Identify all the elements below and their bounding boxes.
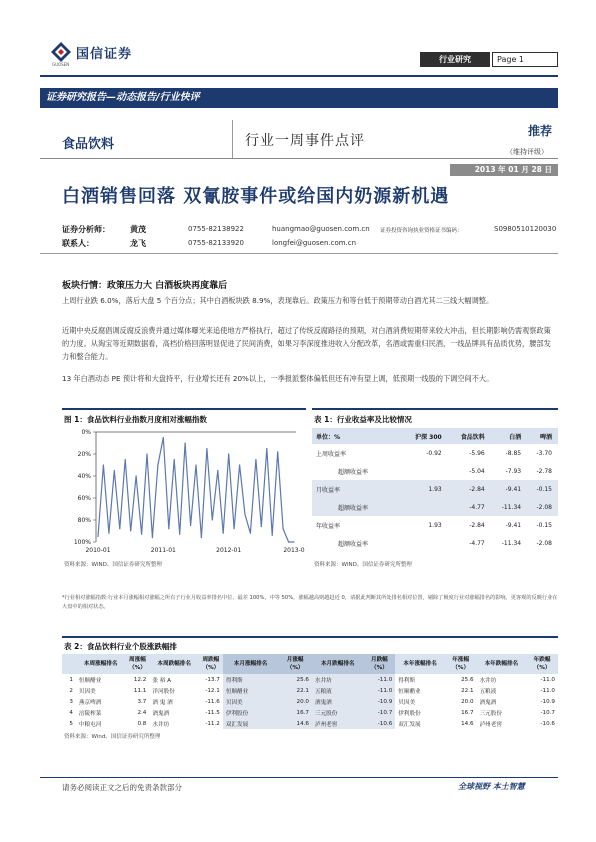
- rating-note: （维持评级）: [506, 148, 548, 156]
- table-row: [312, 444, 558, 462]
- table-cell: -10.9: [364, 696, 396, 707]
- table-cell: -10.7: [540, 709, 555, 716]
- data-point: [255, 459, 256, 460]
- table-cell: 14.6: [461, 720, 474, 727]
- data-point: [250, 533, 251, 534]
- license-label: 证券投资咨询执业资格证书编码：: [380, 228, 463, 234]
- logo-text: 国信证券: [76, 46, 133, 62]
- data-point: [130, 530, 131, 531]
- column-header: 本月跌幅排名: [312, 654, 364, 674]
- table-cell: 12.2: [133, 676, 147, 683]
- license-number: S0980510120030: [494, 225, 557, 233]
- x-tick-label: 2013-0: [283, 547, 305, 554]
- table-cell: -12.1: [205, 687, 220, 694]
- column-header: 单位：%: [312, 428, 401, 444]
- rating-label: 推荐: [528, 124, 553, 138]
- column-header: 本年跌幅排名: [477, 654, 527, 674]
- table-cell: 20.0: [278, 696, 312, 707]
- x-tick-label: 2012-01: [216, 547, 242, 554]
- table-cell: 伊利股份: [398, 710, 421, 717]
- data-point: [223, 533, 224, 534]
- table-cell: 3: [69, 698, 73, 705]
- table-cell: -11.34: [491, 498, 527, 516]
- table-cell: 25.6: [278, 674, 312, 685]
- row-label: 上周收益率: [316, 450, 347, 458]
- table-cell: 泸州老窖: [479, 721, 502, 728]
- table-cell: 22.1: [278, 685, 312, 696]
- column-header: 年跌幅（%）: [526, 654, 558, 674]
- header-divider: [40, 75, 558, 77]
- report-title: 白酒销售回落 双氰胺事件或给国内奶源新机遇: [62, 186, 450, 207]
- table-cell: 酒鬼酒: [312, 696, 364, 707]
- figure-1: [62, 408, 306, 566]
- figure-1-caption: 图 1：食品饮料行业指数月度相对涨幅指数: [64, 415, 207, 424]
- data-point: [261, 526, 262, 527]
- y-tick-label: 80%: [77, 517, 91, 524]
- data-point: [239, 464, 240, 465]
- y-tick-label: 20%: [77, 451, 91, 458]
- section-heading: 板块行情：政策压力大 白酒板块再度靠后: [62, 281, 228, 291]
- table-row: [62, 707, 558, 718]
- table-cell: -4.77: [448, 498, 491, 516]
- page-number: Page 1: [492, 52, 558, 67]
- table-header-row: [62, 654, 558, 674]
- table-cell: 贝因美: [398, 699, 416, 706]
- table-cell: -9.41: [505, 521, 522, 529]
- table-cell: 三元股份: [479, 710, 502, 717]
- column-header: 啤酒: [527, 428, 558, 444]
- data-point: [201, 537, 202, 538]
- data-point: [266, 448, 267, 449]
- series-line: [98, 438, 294, 543]
- table-cell: 恒顺醋业: [223, 685, 278, 696]
- y-tick-label: 40%: [77, 473, 91, 480]
- table-cell: 中粮屯河: [78, 721, 102, 728]
- table-cell: -11.2: [205, 720, 220, 727]
- data-point: [174, 459, 175, 460]
- table-row: [62, 685, 558, 696]
- data-point: [293, 541, 294, 542]
- column-header: 本周跌幅排名: [149, 654, 199, 674]
- table-cell: 双汇发展: [398, 721, 421, 728]
- report-type-tab: 行业研究: [420, 52, 490, 67]
- data-point: [288, 541, 289, 542]
- column-header: 月跌幅（%）: [364, 654, 396, 674]
- logo-mark-icon: [50, 41, 72, 63]
- column-header: 月涨幅（%）: [278, 654, 312, 674]
- data-point: [119, 528, 120, 529]
- table-row: [62, 718, 558, 729]
- table-cell: -10.6: [364, 718, 396, 729]
- industry-label: 食品饮料: [62, 137, 115, 152]
- table-row: [312, 480, 558, 498]
- table-cell: 25.6: [461, 676, 474, 683]
- column-header: 本月涨幅排名: [223, 654, 278, 674]
- table-cell: -11.6: [205, 698, 220, 705]
- data-point: [141, 534, 142, 535]
- table-2: [62, 636, 558, 740]
- table-cell: -11.5: [205, 709, 220, 716]
- analyst-role: 证券分析师：: [62, 225, 110, 234]
- table-cell: -11.0: [364, 674, 396, 685]
- table-cell: 1.93: [401, 480, 448, 498]
- table-header-row: [312, 428, 558, 444]
- table-cell: 双汇发展: [223, 718, 278, 729]
- row-label: 超额收益率: [338, 468, 369, 476]
- table-cell: 酒 鬼 酒: [152, 699, 173, 706]
- table-row: [312, 498, 558, 516]
- data-point: [185, 442, 186, 443]
- data-point: [244, 514, 245, 515]
- data-point: [179, 534, 180, 535]
- data-point: [152, 537, 153, 538]
- table-cell: [401, 498, 448, 516]
- contact-email[interactable]: longfei@guosen.com.cn: [272, 239, 357, 247]
- table-cell: 11.1: [133, 687, 147, 694]
- data-point: [168, 528, 169, 529]
- disclaimer-note: 请务必阅读正文之后的免责条款部分: [62, 783, 182, 792]
- table-cell: 五粮液: [479, 688, 497, 695]
- table-cell: -10.7: [364, 707, 396, 718]
- table-cell: 0.8: [137, 720, 147, 727]
- data-point: [163, 437, 164, 438]
- data-point: [103, 464, 104, 465]
- table-1-caption: 表 1：行业收益率及比较情况: [314, 415, 412, 424]
- data-point: [277, 451, 278, 452]
- stock-ranking-table: [62, 654, 558, 729]
- data-point: [97, 536, 98, 537]
- table-cell: -8.85: [505, 449, 522, 457]
- vertical-divider: [232, 120, 233, 158]
- column-header: 本周涨幅排名: [76, 654, 126, 674]
- table-1-source: 资料来源：WIND、国信证券研究所整理: [314, 562, 412, 568]
- table-cell: 恒顺醋业: [78, 677, 102, 684]
- table-cell: 得利斯: [398, 677, 416, 684]
- table-cell: -11.34: [501, 539, 522, 547]
- table-row: [312, 534, 558, 552]
- table-cell: 酒鬼酒: [479, 699, 497, 706]
- report-subject: 行业一周事件点评: [245, 133, 365, 149]
- figure-1-source: 资料来源：WIND、国信证券研究所整理: [64, 562, 162, 568]
- table-cell: -7.93: [505, 467, 522, 475]
- table-cell: 恒顺醋业: [398, 688, 421, 695]
- table-cell: 1: [69, 676, 73, 683]
- data-point: [157, 464, 158, 465]
- index-footnote: *行业相对涨幅指数:行业本月涨幅相对涨幅之所有子行业月收益率排名中位，最差 100%，中等 50%，涨幅越高则越趋近 0，请据此判断其所处排名相对位置，剔除了极度行业对涨幅排名的影响，更客观的反映行业在大盘中的相对状态。: [62, 595, 558, 610]
- column-header: 白酒: [491, 428, 527, 444]
- data-point: [136, 475, 137, 476]
- table-cell: -5.96: [469, 449, 485, 457]
- table-cell: -0.92: [426, 449, 442, 457]
- column-header: 周跌幅（%）: [199, 654, 223, 674]
- table-cell: [401, 534, 448, 552]
- x-tick-label: 2010-01: [85, 547, 111, 554]
- data-point: [146, 453, 147, 454]
- data-point: [283, 528, 284, 529]
- data-point: [190, 525, 191, 526]
- table-cell: 20.0: [461, 698, 474, 705]
- table-row: [312, 516, 558, 534]
- data-point: [108, 533, 109, 534]
- y-tick-label: 100%: [73, 539, 91, 546]
- table-2-source: 资料来源：Wind、国信证券研究所整理: [64, 734, 161, 740]
- table-cell: -11.0: [540, 676, 555, 683]
- data-point: [228, 453, 229, 454]
- company-slogan: 全球视野 本土智慧: [458, 782, 525, 791]
- row-label: 超额收益率: [338, 540, 369, 548]
- analyst-phone: 0755-82138922: [188, 225, 244, 233]
- table-cell: 水井坊: [312, 674, 364, 685]
- data-point: [217, 470, 218, 471]
- column-header: 沪深 300: [401, 428, 448, 444]
- data-point: [114, 470, 115, 471]
- data-point: [195, 464, 196, 465]
- table-row: [62, 674, 558, 685]
- y-tick-label: 0%: [81, 429, 91, 436]
- analyst-email[interactable]: huangmao@guosen.com.cn: [272, 225, 370, 233]
- table-cell: -0.15: [527, 480, 558, 498]
- table-cell: -11.0: [364, 685, 396, 696]
- data-point: [206, 448, 207, 449]
- table-cell: 4: [69, 709, 73, 716]
- table-cell: 2: [69, 687, 73, 694]
- report-category-band: 证券研究报告—动态报告/行业快评: [40, 88, 558, 108]
- row-label: 超额收益率: [312, 498, 401, 516]
- paragraph-1: 上周行业跌 6.0%，落后大盘 5 个百分点；其中白酒板块跌 8.9%，表现靠后。政策压力和等台低于预期带动白酒尤其二三线大幅调整。: [62, 296, 494, 305]
- table-cell: 贝因美: [223, 696, 278, 707]
- table-cell: 伊利股份: [223, 707, 278, 718]
- table-cell: -10.6: [540, 720, 555, 727]
- table-cell: 1.93: [428, 521, 442, 529]
- table-cell: [401, 462, 448, 480]
- paragraph-3: 13 年白酒动态 PE 预计将和大盘持平，行业增长还有 20%以上，一季报派整体偏低但还有冲有望上调，低预期一线股的下调空间不大。: [62, 374, 494, 383]
- table-cell: -10.9: [540, 698, 555, 705]
- table-cell: -9.41: [491, 480, 527, 498]
- column-header: [62, 654, 76, 674]
- table-cell: 14.6: [278, 718, 312, 729]
- table-cell: -3.70: [536, 449, 552, 457]
- table-cell: -2.84: [448, 480, 491, 498]
- table-cell: -2.78: [536, 467, 552, 475]
- data-point: [212, 519, 213, 520]
- table-cell: -4.77: [469, 539, 485, 547]
- paragraph-2: 近期中央反腐倡调反腐反浪费并通过媒体曝光来追使地方严格执行，超过了传统反腐路径的预期，对白酒消费短期带来较大冲击，但长期影响仍需观察政策的力度。从淘宝等近期数据看，高档价格回落明显促进了民间消费，如果习李深度推进收入分配改革，名酒或需重归民酒，一线品牌具有品质优势，腰部发力和整合能力。: [62, 326, 551, 361]
- table-cell: 22.1: [461, 687, 474, 694]
- column-header: 本年涨幅排名: [395, 654, 445, 674]
- table-cell: 16.7: [461, 709, 474, 716]
- returns-table: [312, 428, 558, 552]
- data-point: [234, 528, 235, 529]
- table-cell: 2.4: [137, 709, 147, 716]
- table-cell: 五粮液: [312, 685, 364, 696]
- table-cell: -2.84: [469, 521, 485, 529]
- analyst-divider: [40, 253, 558, 254]
- table-cell: -2.08: [527, 498, 558, 516]
- table-cell: 贝因美: [78, 688, 96, 695]
- data-point: [272, 535, 273, 536]
- table-cell: 得利斯: [223, 674, 278, 685]
- table-cell: 涪陵榨菜: [78, 710, 102, 717]
- table-cell: -11.0: [540, 687, 555, 694]
- column-header: 周涨幅（%）: [125, 654, 149, 674]
- row-label: 月收益率: [312, 480, 401, 498]
- table-cell: 燕京啤酒: [78, 699, 102, 706]
- analyst-name: 黄茂: [130, 225, 146, 234]
- table-cell: 酒鬼酒: [152, 710, 170, 717]
- y-tick-label: 60%: [77, 495, 91, 502]
- contact-phone: 0755-82133920: [188, 239, 244, 247]
- table-2-caption: 表 2：食品饮料行业个股涨跌幅排: [64, 642, 177, 651]
- contact-name: 龙飞: [130, 239, 146, 248]
- column-header: 食品饮料: [448, 428, 491, 444]
- table-cell: 洋河股份: [152, 688, 175, 695]
- table-cell: -0.15: [536, 521, 552, 529]
- table-cell: 张 裕 A: [152, 677, 171, 684]
- row-label: 年收益率: [316, 522, 341, 530]
- table-cell: 水井坊: [152, 721, 170, 728]
- table-row: [312, 462, 558, 480]
- header-rule: [40, 158, 558, 159]
- table-cell: -5.04: [469, 467, 485, 475]
- table-cell: 三元股份: [312, 707, 364, 718]
- contact-role: 联系人：: [62, 239, 94, 248]
- report-date: 2013 年 01 月 28 日: [450, 164, 558, 176]
- relative-index-chart: [62, 424, 306, 554]
- table-cell: -2.08: [536, 539, 552, 547]
- table-cell: 泸州老窖: [312, 718, 364, 729]
- table-cell: -13.7: [205, 676, 220, 683]
- table-1: [312, 408, 558, 566]
- column-header: 年涨幅（%）: [445, 654, 477, 674]
- x-tick-label: 2011-01: [150, 547, 176, 554]
- logo-subtext: GUOSEN: [52, 62, 70, 67]
- table-cell: 5: [69, 720, 73, 727]
- table-cell: 水井坊: [479, 677, 497, 684]
- table-cell: 16.7: [278, 707, 312, 718]
- table-cell: 3.7: [137, 698, 147, 705]
- data-point: [125, 459, 126, 460]
- table-row: [62, 696, 558, 707]
- footer-divider: [40, 777, 558, 778]
